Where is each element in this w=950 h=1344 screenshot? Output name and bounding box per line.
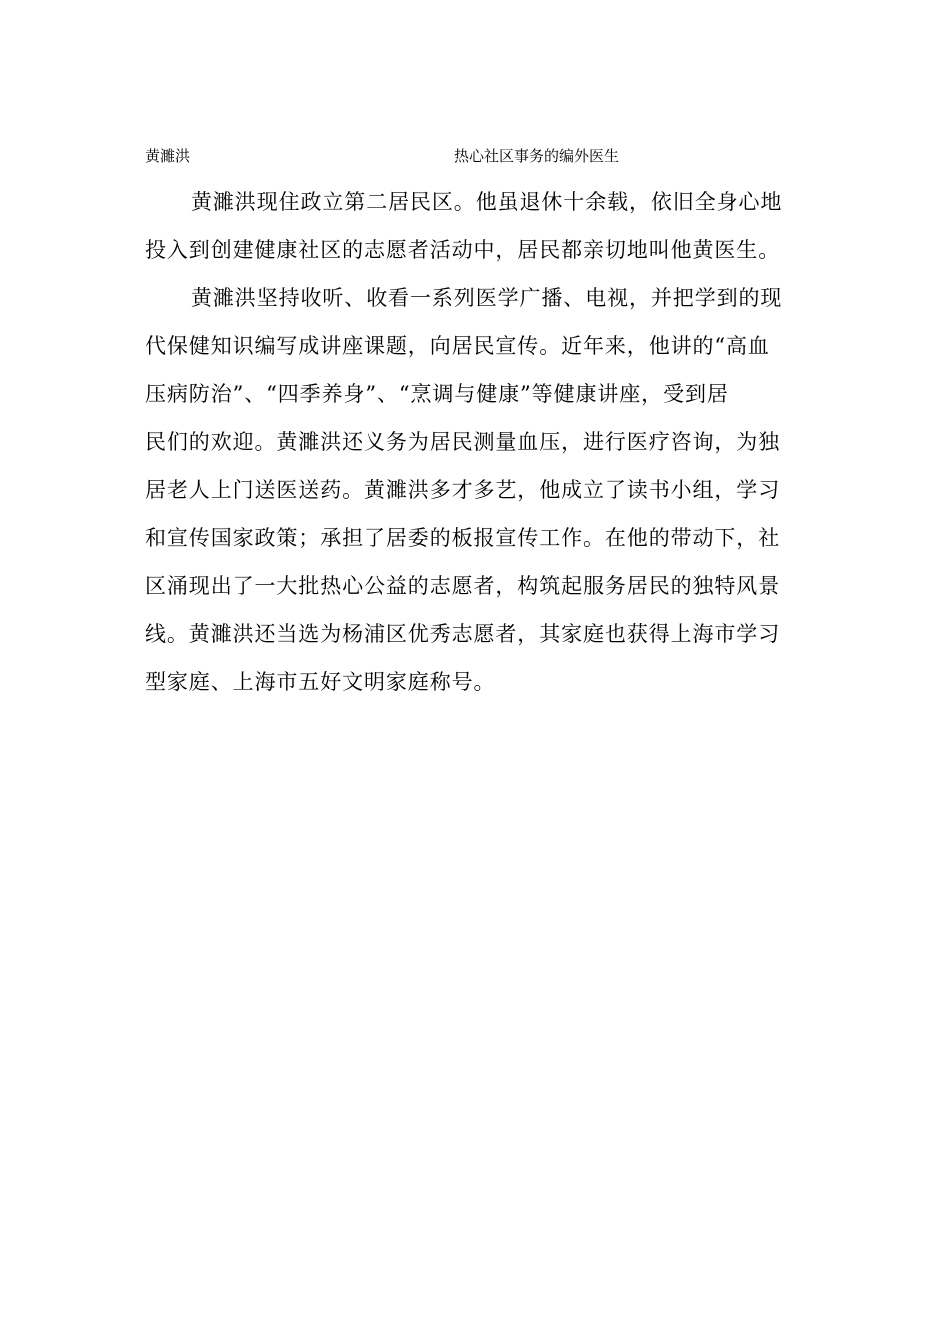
text-line: 代保健知识编写成讲座课题，向居民宣传。近年来，他讲的“高血	[145, 334, 770, 358]
text-line: 型家庭、上海市五好文明家庭称号。	[145, 670, 496, 694]
paragraph-1	[145, 178, 807, 274]
text-line: 线。黄濉洪还当选为杨浦区优秀志愿者，其家庭也获得上海市学习	[145, 622, 781, 646]
article-title: 热心社区事务的编外医生	[454, 147, 620, 165]
text-line: 黄濉洪现住政立第二居民区。他虽退休十余载，依旧全身心地	[191, 190, 783, 214]
person-name: 黄濉洪	[145, 147, 191, 165]
text-line: 压病防治”、“四季养身”、“烹调与健康”等健康讲座，受到居	[145, 382, 729, 406]
article-body	[145, 178, 807, 706]
text-line: 投入到创建健康社区的志愿者活动中，居民都亲切地叫他黄医生。	[145, 238, 781, 262]
text-line: 黄濉洪坚持收听、收看一系列医学广播、电视，并把学到的现	[191, 286, 783, 310]
text-line: 和宣传国家政策；承担了居委的板报宣传工作。在他的带动下，社	[145, 526, 781, 550]
text-line: 民们的欢迎。黄濉洪还义务为居民测量血压，进行医疗咨询，为独	[145, 430, 781, 454]
paragraph-2	[145, 274, 807, 706]
text-line: 居老人上门送医送药。黄濉洪多才多艺，他成立了读书小组，学习	[145, 478, 781, 502]
text-line: 区涌现出了一大批热心公益的志愿者，构筑起服务居民的独特风景	[145, 574, 781, 598]
